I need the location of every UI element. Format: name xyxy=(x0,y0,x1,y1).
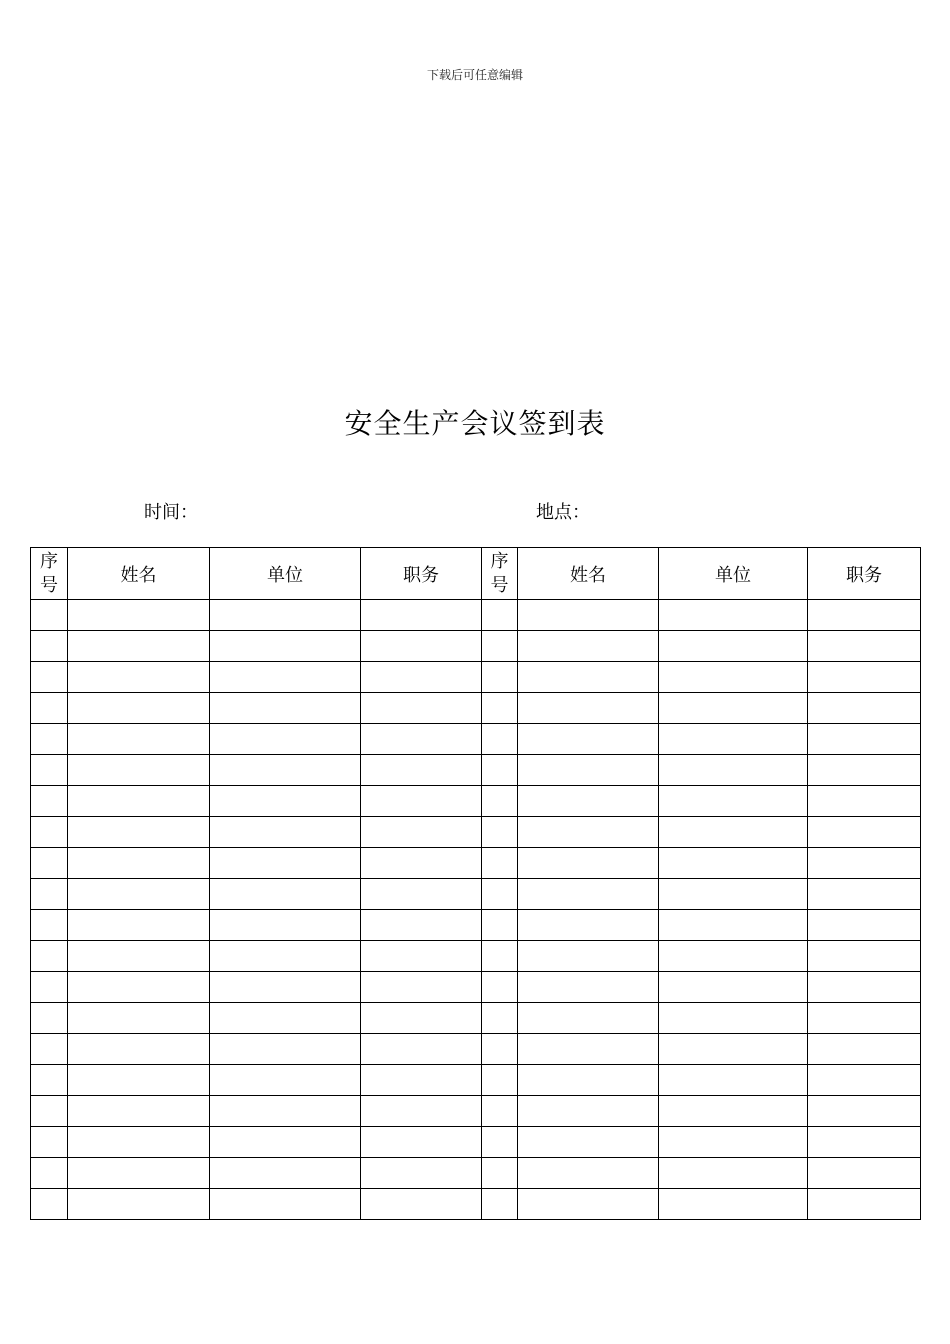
cell-seq[interactable] xyxy=(31,631,68,662)
cell-seq[interactable] xyxy=(31,1096,68,1127)
cell-unit[interactable] xyxy=(659,755,808,786)
cell-seq[interactable] xyxy=(482,693,518,724)
cell-name[interactable] xyxy=(68,1189,210,1220)
cell-position[interactable] xyxy=(361,1034,482,1065)
table-row xyxy=(31,600,921,631)
column-header-unit: 单位 xyxy=(210,548,361,600)
table-row xyxy=(31,1003,921,1034)
cell-unit[interactable] xyxy=(659,941,808,972)
column-header-position: 职务 xyxy=(361,548,482,600)
cell-position[interactable] xyxy=(808,817,921,848)
cell-unit[interactable] xyxy=(210,879,361,910)
cell-unit[interactable] xyxy=(659,848,808,879)
cell-seq[interactable] xyxy=(31,1034,68,1065)
cell-seq[interactable] xyxy=(31,1158,68,1189)
cell-seq[interactable] xyxy=(482,600,518,631)
cell-name[interactable] xyxy=(518,786,659,817)
cell-unit[interactable] xyxy=(210,1127,361,1158)
cell-position[interactable] xyxy=(808,662,921,693)
cell-position[interactable] xyxy=(808,1065,921,1096)
cell-name[interactable] xyxy=(68,631,210,662)
cell-unit[interactable] xyxy=(659,600,808,631)
cell-unit[interactable] xyxy=(210,1158,361,1189)
cell-seq[interactable] xyxy=(482,1003,518,1034)
cell-seq[interactable] xyxy=(31,848,68,879)
cell-seq[interactable] xyxy=(31,662,68,693)
cell-seq[interactable] xyxy=(482,1158,518,1189)
cell-name[interactable] xyxy=(518,1127,659,1158)
cell-name[interactable] xyxy=(68,879,210,910)
cell-position[interactable] xyxy=(361,848,482,879)
cell-seq[interactable] xyxy=(482,972,518,1003)
cell-position[interactable] xyxy=(808,786,921,817)
cell-name[interactable] xyxy=(68,693,210,724)
cell-name[interactable] xyxy=(68,1003,210,1034)
cell-seq[interactable] xyxy=(31,1189,68,1220)
cell-name[interactable] xyxy=(518,755,659,786)
cell-unit[interactable] xyxy=(659,910,808,941)
cell-seq[interactable] xyxy=(482,786,518,817)
cell-name[interactable] xyxy=(518,848,659,879)
page-title: 安全生产会议签到表 xyxy=(344,407,606,440)
column-header-unit: 单位 xyxy=(659,548,808,600)
cell-seq[interactable] xyxy=(31,693,68,724)
cell-unit[interactable] xyxy=(210,724,361,755)
header-note: 下载后可任意编辑 xyxy=(426,68,523,82)
cell-seq[interactable] xyxy=(31,910,68,941)
cell-seq[interactable] xyxy=(31,972,68,1003)
cell-name[interactable] xyxy=(518,631,659,662)
cell-name[interactable] xyxy=(518,1065,659,1096)
cell-position[interactable] xyxy=(361,631,482,662)
cell-position[interactable] xyxy=(808,600,921,631)
cell-position[interactable] xyxy=(808,910,921,941)
cell-position[interactable] xyxy=(808,631,921,662)
cell-seq[interactable] xyxy=(31,879,68,910)
cell-name[interactable] xyxy=(518,693,659,724)
cell-position[interactable] xyxy=(808,1158,921,1189)
cell-position[interactable] xyxy=(361,755,482,786)
sign-in-table xyxy=(30,547,921,1220)
cell-position[interactable] xyxy=(361,817,482,848)
table-row xyxy=(31,848,921,879)
time-label: 时间： xyxy=(144,502,198,523)
cell-seq[interactable] xyxy=(482,662,518,693)
table-row xyxy=(31,786,921,817)
cell-seq[interactable] xyxy=(482,817,518,848)
cell-position[interactable] xyxy=(808,724,921,755)
cell-unit[interactable] xyxy=(210,755,361,786)
cell-unit[interactable] xyxy=(659,1096,808,1127)
cell-seq[interactable] xyxy=(482,755,518,786)
cell-position[interactable] xyxy=(361,662,482,693)
cell-seq[interactable] xyxy=(482,848,518,879)
cell-unit[interactable] xyxy=(210,1034,361,1065)
cell-unit[interactable] xyxy=(659,662,808,693)
cell-name[interactable] xyxy=(68,1127,210,1158)
cell-position[interactable] xyxy=(361,786,482,817)
cell-name[interactable] xyxy=(518,1096,659,1127)
table-row xyxy=(31,817,921,848)
cell-position[interactable] xyxy=(361,941,482,972)
cell-unit[interactable] xyxy=(210,693,361,724)
cell-position[interactable] xyxy=(808,1034,921,1065)
cell-position[interactable] xyxy=(361,1065,482,1096)
cell-name[interactable] xyxy=(518,662,659,693)
cell-unit[interactable] xyxy=(210,786,361,817)
table-header-row xyxy=(31,548,921,600)
cell-unit[interactable] xyxy=(659,1127,808,1158)
cell-name[interactable] xyxy=(518,600,659,631)
cell-unit[interactable] xyxy=(210,1189,361,1220)
cell-name[interactable] xyxy=(518,879,659,910)
cell-position[interactable] xyxy=(361,910,482,941)
cell-position[interactable] xyxy=(808,1189,921,1220)
cell-position[interactable] xyxy=(361,1003,482,1034)
cell-name[interactable] xyxy=(518,724,659,755)
table-row xyxy=(31,724,921,755)
cell-seq[interactable] xyxy=(482,1127,518,1158)
cell-unit[interactable] xyxy=(210,631,361,662)
cell-unit[interactable] xyxy=(659,972,808,1003)
column-header-name: 姓名 xyxy=(68,548,210,600)
cell-unit[interactable] xyxy=(659,817,808,848)
cell-position[interactable] xyxy=(808,848,921,879)
cell-position[interactable] xyxy=(808,972,921,1003)
table-row xyxy=(31,662,921,693)
cell-seq[interactable] xyxy=(31,600,68,631)
table-row xyxy=(31,693,921,724)
cell-name[interactable] xyxy=(518,941,659,972)
cell-name[interactable] xyxy=(518,1034,659,1065)
cell-position[interactable] xyxy=(361,1127,482,1158)
cell-unit[interactable] xyxy=(659,1065,808,1096)
table-row xyxy=(31,1065,921,1096)
place-label: 地点： xyxy=(536,502,590,523)
cell-position[interactable] xyxy=(361,724,482,755)
cell-position[interactable] xyxy=(361,972,482,1003)
cell-seq[interactable] xyxy=(31,755,68,786)
cell-name[interactable] xyxy=(68,1034,210,1065)
table-row xyxy=(31,631,921,662)
cell-name[interactable] xyxy=(68,941,210,972)
cell-unit[interactable] xyxy=(659,1034,808,1065)
cell-name[interactable] xyxy=(518,1003,659,1034)
cell-name[interactable] xyxy=(518,817,659,848)
cell-unit[interactable] xyxy=(659,631,808,662)
cell-unit[interactable] xyxy=(210,817,361,848)
cell-seq[interactable] xyxy=(482,631,518,662)
cell-seq[interactable] xyxy=(31,941,68,972)
cell-name[interactable] xyxy=(68,1096,210,1127)
cell-unit[interactable] xyxy=(210,941,361,972)
cell-unit[interactable] xyxy=(659,1158,808,1189)
cell-name[interactable] xyxy=(68,848,210,879)
cell-name[interactable] xyxy=(518,910,659,941)
column-header-position: 职务 xyxy=(808,548,921,600)
table-row xyxy=(31,755,921,786)
cell-seq[interactable] xyxy=(31,817,68,848)
cell-unit[interactable] xyxy=(659,693,808,724)
cell-name[interactable] xyxy=(68,600,210,631)
cell-unit[interactable] xyxy=(659,879,808,910)
table-row xyxy=(31,1096,921,1127)
cell-position[interactable] xyxy=(808,1003,921,1034)
table-row xyxy=(31,1189,921,1220)
cell-seq[interactable] xyxy=(482,1034,518,1065)
cell-position[interactable] xyxy=(361,1096,482,1127)
cell-unit[interactable] xyxy=(210,848,361,879)
table-row xyxy=(31,879,921,910)
cell-name[interactable] xyxy=(68,817,210,848)
cell-name[interactable] xyxy=(68,662,210,693)
cell-position[interactable] xyxy=(361,600,482,631)
table-row xyxy=(31,910,921,941)
cell-position[interactable] xyxy=(361,693,482,724)
cell-name[interactable] xyxy=(518,1158,659,1189)
cell-name[interactable] xyxy=(68,1158,210,1189)
cell-name[interactable] xyxy=(68,910,210,941)
table-row xyxy=(31,1034,921,1065)
cell-unit[interactable] xyxy=(210,1065,361,1096)
cell-seq[interactable] xyxy=(31,1065,68,1096)
table-row xyxy=(31,1158,921,1189)
column-header-seq: 序 号 xyxy=(31,548,68,600)
cell-name[interactable] xyxy=(68,724,210,755)
table-row xyxy=(31,972,921,1003)
cell-unit[interactable] xyxy=(210,972,361,1003)
cell-position[interactable] xyxy=(361,1189,482,1220)
cell-name[interactable] xyxy=(68,1065,210,1096)
cell-name[interactable] xyxy=(518,972,659,1003)
cell-seq[interactable] xyxy=(482,910,518,941)
column-header-name: 姓名 xyxy=(518,548,659,600)
cell-unit[interactable] xyxy=(210,600,361,631)
cell-seq[interactable] xyxy=(31,1003,68,1034)
cell-unit[interactable] xyxy=(659,786,808,817)
cell-position[interactable] xyxy=(808,693,921,724)
cell-seq[interactable] xyxy=(31,724,68,755)
cell-unit[interactable] xyxy=(210,910,361,941)
cell-unit[interactable] xyxy=(210,1003,361,1034)
cell-position[interactable] xyxy=(808,879,921,910)
table-row xyxy=(31,941,921,972)
cell-position[interactable] xyxy=(808,941,921,972)
cell-position[interactable] xyxy=(808,755,921,786)
cell-seq[interactable] xyxy=(482,941,518,972)
table-body xyxy=(31,600,921,1220)
cell-position[interactable] xyxy=(808,1096,921,1127)
cell-unit[interactable] xyxy=(659,1003,808,1034)
table-row xyxy=(31,1127,921,1158)
cell-seq[interactable] xyxy=(482,1189,518,1220)
cell-unit[interactable] xyxy=(659,1189,808,1220)
cell-name[interactable] xyxy=(68,786,210,817)
cell-seq[interactable] xyxy=(482,1065,518,1096)
cell-name[interactable] xyxy=(68,972,210,1003)
cell-seq[interactable] xyxy=(482,879,518,910)
cell-seq[interactable] xyxy=(482,724,518,755)
cell-name[interactable] xyxy=(518,1189,659,1220)
cell-seq[interactable] xyxy=(31,1127,68,1158)
cell-seq[interactable] xyxy=(482,1096,518,1127)
cell-unit[interactable] xyxy=(210,662,361,693)
cell-position[interactable] xyxy=(361,879,482,910)
cell-seq[interactable] xyxy=(31,786,68,817)
cell-unit[interactable] xyxy=(210,1096,361,1127)
cell-name[interactable] xyxy=(68,755,210,786)
cell-unit[interactable] xyxy=(659,724,808,755)
cell-position[interactable] xyxy=(808,1127,921,1158)
cell-position[interactable] xyxy=(361,1158,482,1189)
column-header-seq: 序 号 xyxy=(482,548,518,600)
